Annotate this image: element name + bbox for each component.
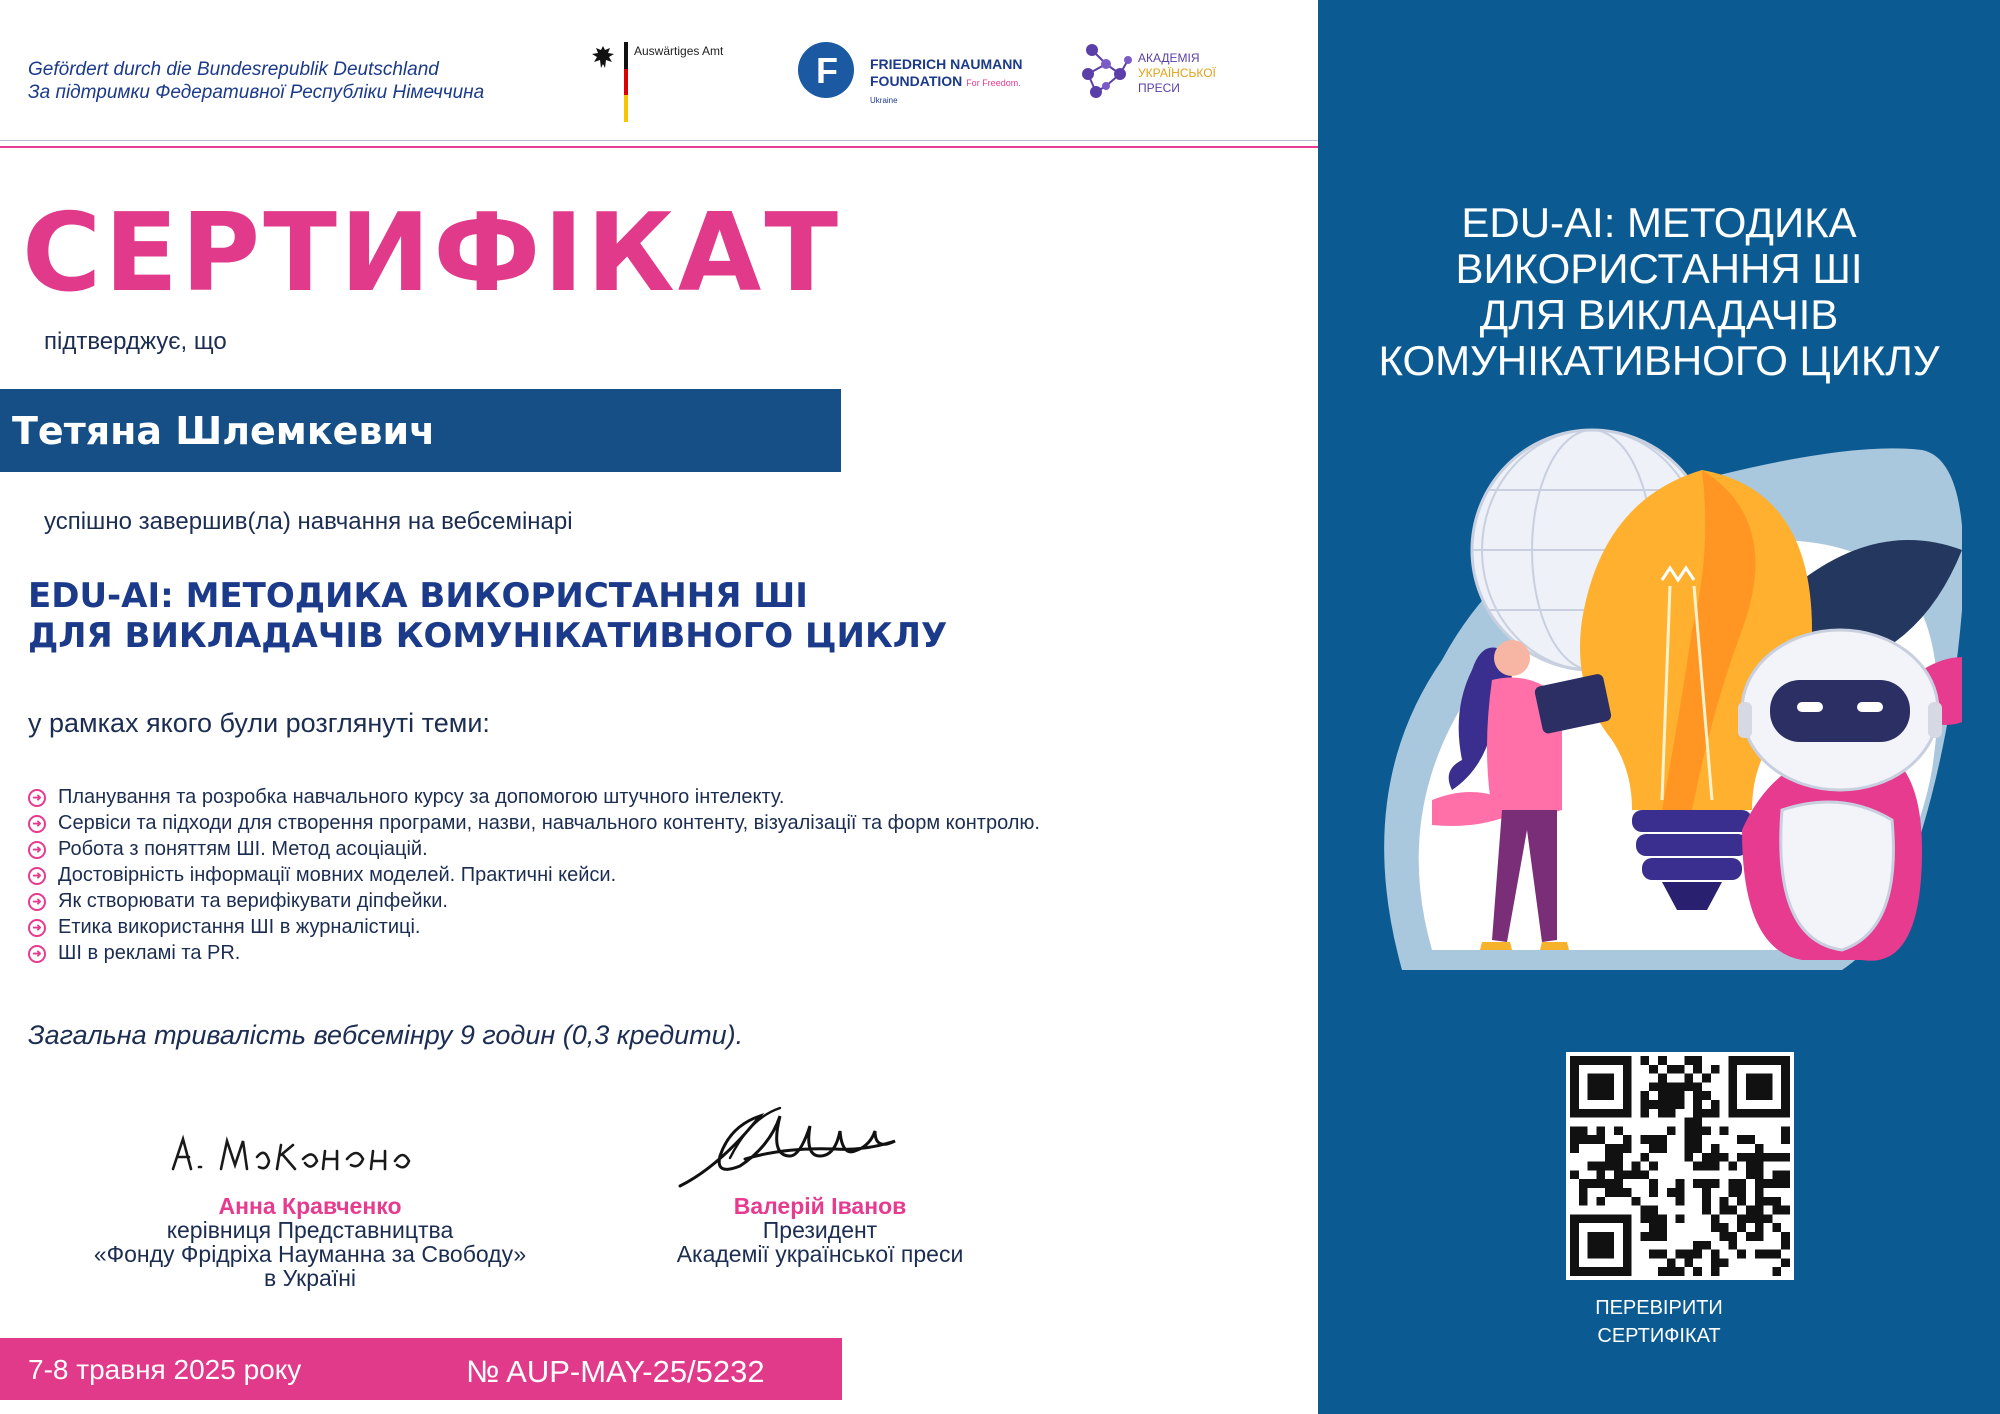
support-text-ua: За підтримки Федеративної Республіки Німеччина	[28, 82, 485, 103]
aup-logo-line3: ПРЕСИ	[1138, 81, 1180, 95]
list-item: ➜ Як створювати та верифікувати діпфейки.	[26, 888, 1040, 914]
certificate-number: № AUP-MAY-25/5232	[466, 1354, 765, 1389]
arrow-circle-icon: ➜	[28, 945, 46, 963]
fnf-logo-line2: FOUNDATION For Freedom.	[870, 73, 1021, 89]
fnf-logo-country: Ukraine	[870, 96, 898, 105]
signer-name: Анна Кравченко	[218, 1193, 402, 1219]
header-divider	[0, 140, 1318, 141]
info-panel	[1318, 0, 2000, 1414]
completed-text: успішно завершив(ла) навчання на вебсемінарі	[44, 508, 573, 535]
signer-role: Президент	[762, 1217, 878, 1243]
arrow-circle-icon: ➜	[28, 815, 46, 833]
fnf-logo	[796, 40, 1036, 110]
german-eagle-icon	[590, 44, 616, 70]
aup-logo-line1: АКАДЕМІЯ	[1138, 51, 1200, 65]
course-title	[28, 576, 947, 656]
qr-code[interactable]	[1566, 1052, 1794, 1280]
arrow-circle-icon: ➜	[28, 893, 46, 911]
list-item: ➜ Планування та розробка навчального курсу за допомогою штучного інтелекту.	[26, 784, 1040, 810]
signer-role: в Україні	[263, 1265, 357, 1291]
duration-text: Загальна тривалість вебсемінру 9 годин (0,3 кредити).	[28, 1020, 744, 1050]
list-item: ➜ Достовірність інформації мовних моделей. Практичні кейси.	[26, 862, 1040, 888]
certificate-date: 7-8 травня 2025 року	[28, 1354, 302, 1385]
auswaertiges-amt-logo	[588, 40, 728, 120]
signer-kravchenko	[40, 1194, 580, 1290]
ai-illustration	[1362, 410, 1962, 990]
german-flag-stripe	[624, 42, 628, 122]
footer-bar	[0, 1338, 842, 1400]
auswaertiges-amt-label: Auswärtiges Amt	[634, 44, 724, 58]
header-divider-accent	[0, 146, 1318, 148]
signer-role: Академії української преси	[676, 1241, 964, 1267]
aup-logo	[1074, 40, 1254, 110]
topics-intro: у рамках якого були розглянуті теми:	[28, 708, 490, 738]
course-title-line1: EDU-AI: МЕТОДИКА ВИКОРИСТАННЯ ШІ	[28, 576, 808, 616]
list-item: ➜ Сервіси та підходи для створення програми, назви, навчального контенту, візуалізації та форм контролю.	[26, 810, 1040, 836]
course-title-line2: ДЛЯ ВИКЛАДАЧІВ КОМУНІКАТИВНОГО ЦИКЛУ	[28, 616, 948, 656]
sponsor-header	[0, 0, 1318, 140]
fnf-logo-icon: F	[798, 42, 854, 98]
support-text-de: Gefördert durch die Bundesrepublik Deutschland	[28, 59, 439, 80]
recipient-bar	[0, 389, 841, 472]
aup-molecule-icon	[1074, 40, 1134, 106]
arrow-circle-icon: ➜	[28, 789, 46, 807]
fnf-tagline: For Freedom.	[966, 78, 1021, 88]
list-item: ➜ Робота з поняттям ШІ. Метод асоціацій.	[26, 836, 1040, 862]
recipient-name: Тетяна Шлемкевич	[12, 409, 436, 453]
list-item: ➜ Етика використання ШІ в журналістиці.	[26, 914, 1040, 940]
list-item: ➜ ШІ в рекламі та PR.	[26, 940, 1040, 966]
arrow-circle-icon: ➜	[28, 919, 46, 937]
aup-logo-line2: УКРАЇНСЬКОЇ	[1138, 66, 1216, 80]
signer-role: «Фонду Фрідріха Науманна за Свободу»	[93, 1241, 527, 1267]
signer-role: керівниця Представництва	[166, 1217, 454, 1243]
signer-ivanov	[580, 1194, 1060, 1266]
signer-name: Валерій Іванов	[733, 1193, 907, 1219]
qr-code-icon	[1570, 1056, 1790, 1276]
signature-ivanov	[670, 1098, 930, 1198]
topics-list	[26, 784, 1040, 966]
arrow-circle-icon: ➜	[28, 867, 46, 885]
arrow-circle-icon: ➜	[28, 841, 46, 859]
panel-title: EDU-AI: МЕТОДИКА ВИКОРИСТАННЯ ШІ ДЛЯ ВИКЛАДАЧІВ КОМУНІКАТИВНОГО ЦИКЛУ	[1378, 199, 1940, 384]
signature-kravchenko	[165, 1125, 445, 1185]
certificate-title: СЕРТИФІКАТ	[22, 191, 842, 316]
confirms-text: підтверджує, що	[44, 328, 227, 355]
fnf-logo-line1: FRIEDRICH NAUMANN	[870, 56, 1023, 72]
verify-certificate-label: ПЕРЕВІРИТИ СЕРТИФІКАТ	[1595, 1297, 1723, 1347]
